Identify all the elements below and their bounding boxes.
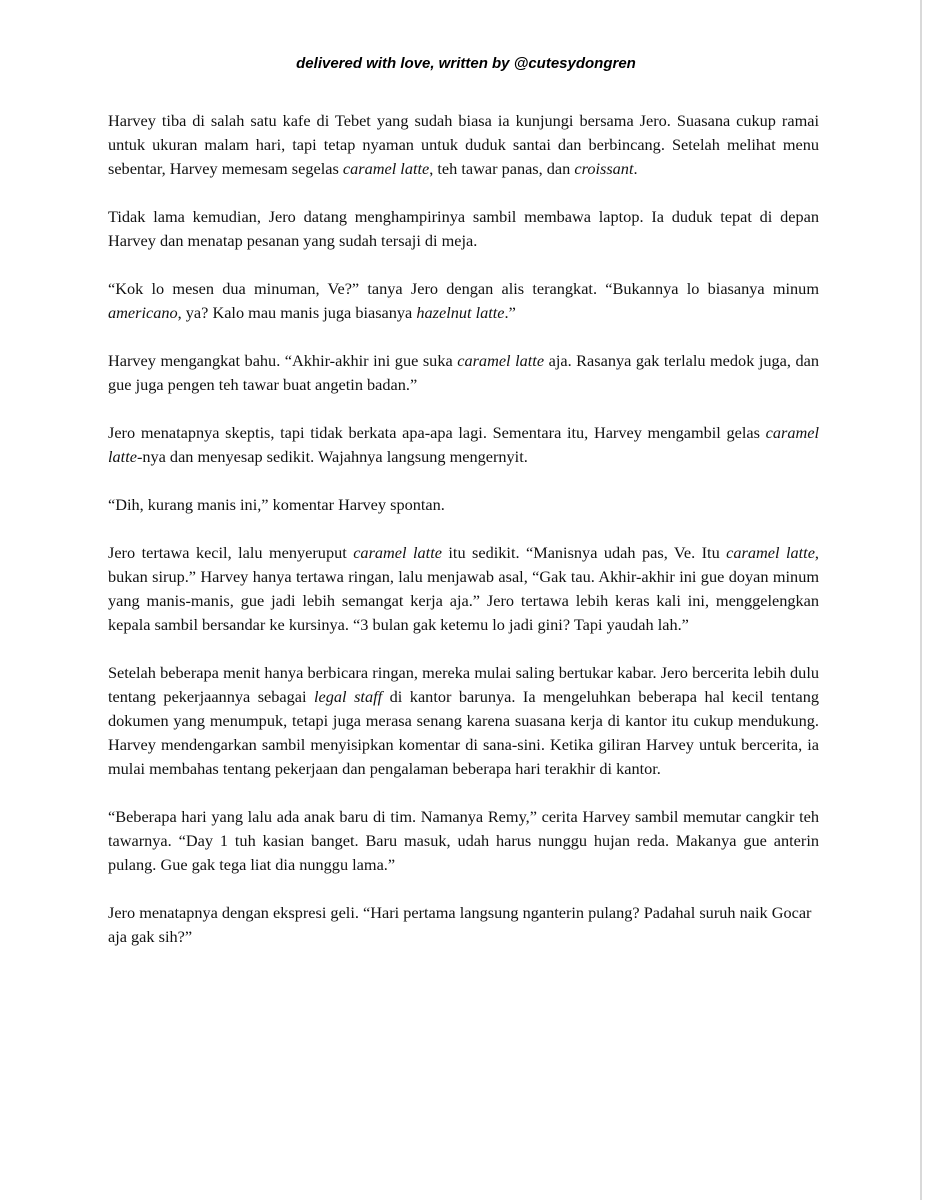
italic-term: caramel latte [726,543,815,562]
text-run: Setelah beberapa menit hanya berbicara ringan, mereka mulai saling bertukar kabar. Jero bercerita lebih dulu tentang pekerjaannya sebagai [108,663,819,706]
italic-term: caramel latte [457,351,545,370]
italic-term: caramel latte [353,543,442,562]
story-paragraph [108,805,819,877]
story-paragraph [108,277,819,325]
text-run: “Dih, kurang manis ini,” komentar Harvey spontan. [108,495,445,514]
story-paragraph [108,493,819,517]
text-run: Jero menatapnya dengan ekspresi geli. “Hari pertama langsung nganterin pulang? Padahal suruh naik Gocar aja gak sih?” [108,903,812,946]
text-run: Jero tertawa kecil, lalu menyeruput [108,543,354,562]
page-header: delivered with love, written by @cutesydongren [296,55,636,72]
text-run: Harvey mengangkat bahu. “Akhir-akhir ini gue suka [108,351,458,370]
text-run: di kantor barunya. Ia mengeluhkan beberapa hal kecil tentang dokumen yang menumpuk, tetapi juga merasa senang karena suasana kerja di kantor itu cukup mendukung. Harvey mendengarkan sambil menyisipkan komentar di sana-sini. Ketika giliran Harvey untuk bercerita, ia mulai membahas tentang pekerjaan dan pengalaman beberapa hari terakhir di kantor. [108,687,819,778]
text-run: itu sedikit. “Manisnya udah pas, Ve. Itu [441,543,727,562]
text-run: , bukan sirup.” Harvey hanya tertawa ringan, lalu menjawab asal, “Gak tau. Akhir-akhir ini gue doyan minum yang manis-manis, gue jadi lebih semangat kerja aja.” Jero tertawa lebih keras kali ini, menggelengkan kepala sambil bersandar ke kursinya. “3 bulan gak ketemu lo jadi gini? Tapi yaudah lah.” [108,543,819,634]
italic-term: caramel latte [108,423,819,466]
italic-term: americano [108,303,178,322]
italic-term: caramel latte [342,159,430,178]
text-run: Harvey tiba di salah satu kafe di Tebet yang sudah biasa ia kunjungi bersama Jero. Suasana cukup ramai untuk ukuran malam hari, tapi tetap nyaman untuk duduk santai dan berbincang. Setelah melihat menu sebentar, Harvey memesam segelas [108,111,819,178]
story-paragraph [108,661,819,781]
story-paragraph [108,349,819,397]
story-body [108,109,819,973]
text-run: “Beberapa hari yang lalu ada anak baru di tim. Namanya Remy,” cerita Harvey sambil memutar cangkir teh tawarnya. “Day 1 tuh kasian banget. Baru masuk, udah harus nunggu hujan reda. Makanya gue anterin pulang. Gue gak tega liat dia nunggu lama.” [108,807,819,874]
text-run: -nya dan menyesap sedikit. Wajahnya langsung mengernyit. [136,447,528,466]
text-run: Jero menatapnya skeptis, tapi tidak berkata apa-apa lagi. Sementara itu, Harvey mengambil gelas [108,423,766,442]
italic-term: legal staff [314,687,383,706]
text-run: “Kok lo mesen dua minuman, Ve?” tanya Jero dengan alis terangkat. “Bukannya lo biasanya minum [108,279,819,298]
story-paragraph [108,205,819,253]
story-paragraph [108,541,819,637]
text-run: , teh tawar panas, dan [429,159,575,178]
text-run: aja. Rasanya gak terlalu medok juga, dan gue juga pengen teh tawar buat angetin badan.” [108,351,820,394]
text-run: Tidak lama kemudian, Jero datang menghampirinya sambil membawa laptop. Ia duduk tepat di depan Harvey dan menatap pesanan yang sudah tersaji di meja. [108,207,819,250]
story-paragraph [108,421,819,469]
text-run: . [633,159,638,178]
story-paragraph [108,901,819,949]
italic-term: hazelnut latte [416,303,505,322]
story-paragraph [108,109,819,181]
text-run: , ya? Kalo mau manis juga biasanya [177,303,417,322]
text-run: .” [504,303,516,322]
italic-term: croissant [574,159,634,178]
page-edge-divider [920,0,922,1200]
